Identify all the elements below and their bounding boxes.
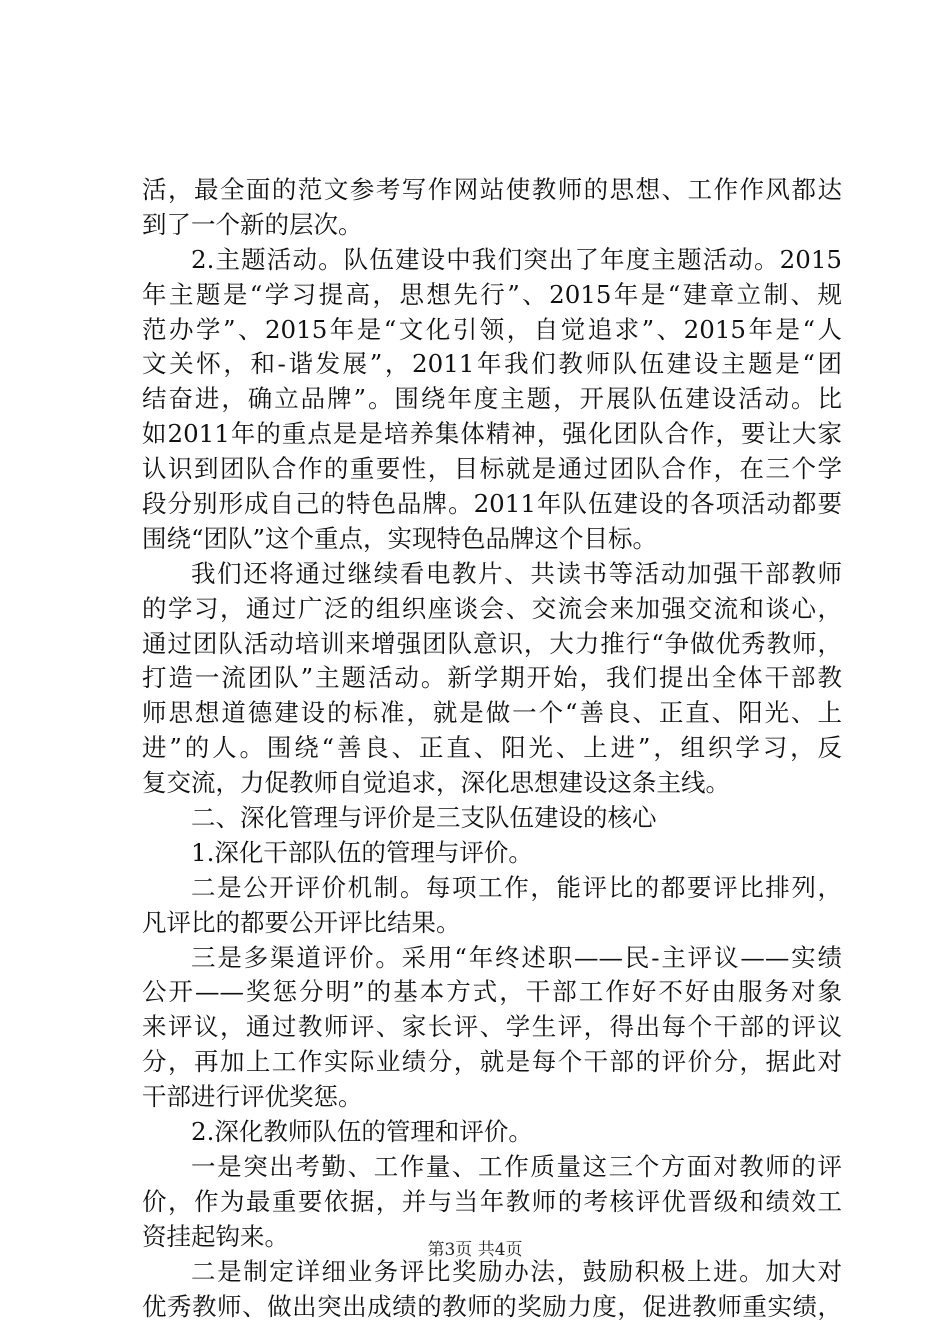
text-line: 到了一个新的层次。 bbox=[142, 209, 363, 239]
text-line: 价，作为最重要依据，并与当年教师的考核评优晋级和绩效工 bbox=[142, 1186, 842, 1216]
text-line: 的学习，通过广泛的组织座谈会、交流会来加强交流和谈心， bbox=[142, 593, 842, 623]
text-line: 二是制定详细业务评比奖励办法，鼓励积极上进。加大对 bbox=[191, 1256, 842, 1286]
text-line: 1.深化干部队伍的管理与评价。 bbox=[191, 837, 533, 867]
text-line: 范办学”、2015年是“文化引领，自觉追求”、2015年是“人 bbox=[142, 314, 842, 344]
text-line: 二是公开评价机制。每项工作，能评比的都要评比排列， bbox=[191, 872, 842, 902]
text-line: 2.深化教师队伍的管理和评价。 bbox=[191, 1117, 533, 1147]
text-line: 文关怀，和-谐发展”，2011年我们教师队伍建设主题是“团 bbox=[142, 349, 842, 379]
text-line: 来评议，通过教师评、家长评、学生评，得出每个干部的评议 bbox=[142, 1012, 842, 1042]
text-line: 复交流，力促教师自觉追求，深化思想建设这条主线。 bbox=[142, 768, 730, 798]
text-line: 围绕“团队”这个重点，实现特色品牌这个目标。 bbox=[142, 523, 658, 553]
text-line: 年主题是“学习提高，思想先行”、2015年是“建章立制、规 bbox=[142, 279, 842, 309]
text-line: 进”的人。围绕“善良、正直、阳光、上进”，组织学习，反 bbox=[142, 733, 842, 763]
page-footer: 第3页 共4页 bbox=[427, 1240, 523, 1260]
text-line: 结奋进，确立品牌”。围绕年度主题，开展队伍建设活动。比 bbox=[142, 384, 842, 414]
text-line: 凡评比的都要公开评比结果。 bbox=[142, 907, 461, 937]
text-line: 我们还将通过继续看电教片、共读书等活动加强干部教师 bbox=[191, 558, 842, 588]
text-line: 二、深化管理与评价是三支队伍建设的核心 bbox=[191, 803, 657, 833]
text-line: 师思想道德建设的标准，就是做一个“善良、正直、阳光、上 bbox=[142, 698, 842, 728]
text-line: 2.主题活动。队伍建设中我们突出了年度主题活动。2015 bbox=[191, 244, 842, 274]
text-line: 活，最全面的范文参考写作网站使教师的思想、工作作风都达 bbox=[142, 175, 842, 204]
text-line: 一是突出考勤、工作量、工作质量这三个方面对教师的评 bbox=[191, 1151, 842, 1181]
text-line: 干部进行评优奖惩。 bbox=[142, 1082, 363, 1112]
text-line: 通过团队活动培训来增强团队意识，大力推行“争做优秀教师， bbox=[142, 628, 842, 658]
text-line: 公开——奖惩分明”的基本方式，干部工作好不好由服务对象 bbox=[142, 977, 842, 1007]
document-body bbox=[142, 173, 842, 1324]
text-line: 段分别形成自己的特色品牌。2011年队伍建设的各项活动都要 bbox=[142, 489, 842, 519]
text-line: 如2011年的重点是是培养集体精神，强化团队合作，要让大家 bbox=[142, 419, 842, 449]
text-line: 三是多渠道评价。采用“年终述职——民-主评议——实绩 bbox=[191, 942, 842, 972]
text-line: 分，再加上工作实际业绩分，就是每个干部的评价分，据此对 bbox=[142, 1047, 842, 1077]
text-line: 打造一流团队”主题活动。新学期开始，我们提出全体干部教 bbox=[142, 663, 842, 693]
text-line: 资挂起钩来。 bbox=[142, 1221, 289, 1251]
text-line: 认识到团队合作的重要性，目标就是通过团队合作，在三个学 bbox=[142, 454, 842, 484]
text-line: 优秀教师、做出突出成绩的教师的奖励力度，促进教师重实绩， bbox=[142, 1291, 842, 1321]
